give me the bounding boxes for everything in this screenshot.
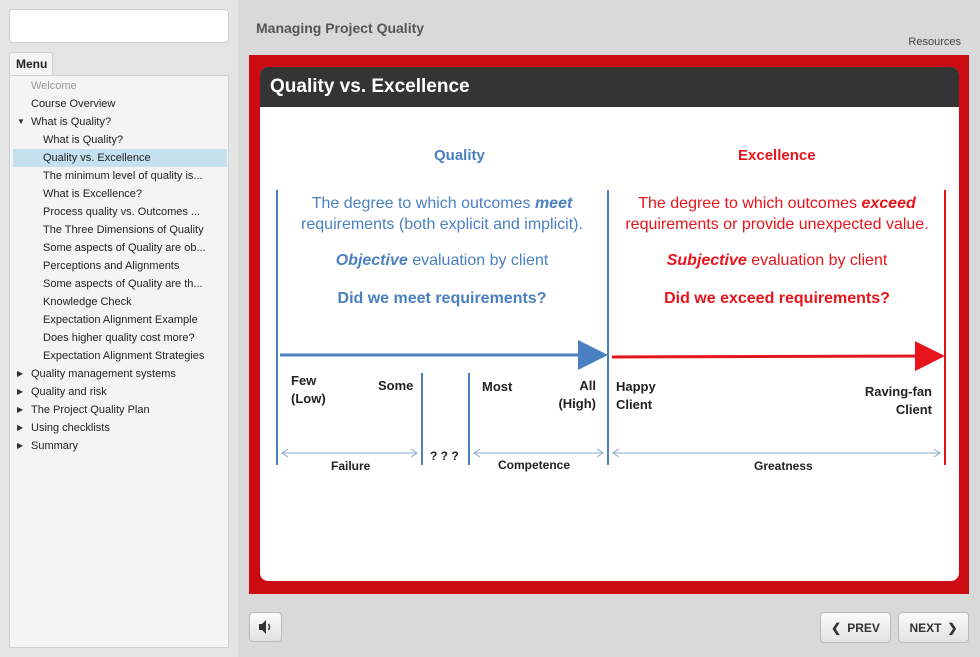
menu-item-what-is-quality[interactable]: What is Quality? <box>43 134 124 146</box>
scale-high: (High) <box>558 396 596 411</box>
scale-happy-client <box>616 378 656 414</box>
scale-raving-fan-client <box>840 383 932 419</box>
scale-client: Client <box>895 402 932 417</box>
menu-item-what-is-excellence[interactable]: What is Excellence? <box>43 188 143 200</box>
prev-button[interactable] <box>820 612 891 643</box>
menu-item-course-overview[interactable]: Course Overview <box>31 98 116 110</box>
excellence-def-text-2: requirements or provide unexpected value. <box>625 216 929 233</box>
menu-item-higher-quality-cost[interactable]: Does higher quality cost more? <box>43 332 195 344</box>
scale-low: (Low) <box>291 391 326 406</box>
quality-question: Did we meet requirements? <box>337 290 547 307</box>
next-button[interactable] <box>898 612 969 643</box>
quality-evaluation <box>278 250 606 271</box>
menu-item-checklists[interactable] <box>13 419 227 437</box>
menu-item-summary[interactable] <box>13 437 227 455</box>
audio-button[interactable] <box>249 612 282 642</box>
slide-stage <box>249 55 969 594</box>
collapsed-arrow-icon: ▶ <box>17 369 24 378</box>
menu-item-quality-and-risk[interactable] <box>13 383 227 401</box>
collapsed-arrow-icon: ▶ <box>17 441 24 450</box>
excellence-eval-text: evaluation by client <box>746 252 888 269</box>
prev-label: PREV <box>847 620 880 635</box>
quality-heading: Quality <box>434 147 485 164</box>
menu-item-welcome[interactable]: Welcome <box>31 80 77 92</box>
menu-item-label: Quality management systems <box>31 368 176 380</box>
menu-item-alignment-example[interactable]: Expectation Alignment Example <box>43 314 198 326</box>
excellence-heading: Excellence <box>738 147 816 164</box>
scale-most: Most <box>482 379 513 394</box>
search-box[interactable] <box>9 9 229 43</box>
excellence-question: Did we exceed requirements? <box>664 290 890 307</box>
scale-raving-fan: Raving-fan <box>864 384 932 399</box>
excellence-arrow <box>612 356 939 357</box>
menu-item-aspects-objective[interactable]: Some aspects of Quality are ob... <box>43 242 206 254</box>
excellence-def-text: The degree to which outcomes <box>638 195 862 212</box>
excellence-evaluation <box>610 250 944 271</box>
menu-tab[interactable]: Menu <box>9 52 53 76</box>
slide-title: Quality vs. Excellence <box>270 76 470 97</box>
excellence-def-emphasis: exceed <box>861 195 916 212</box>
label-unknown: ? ? ? <box>430 449 459 463</box>
menu-item-minimum-level[interactable]: The minimum level of quality is... <box>43 170 203 182</box>
quality-definition <box>278 193 606 235</box>
quality-def-text: The degree to which outcomes <box>311 195 535 212</box>
scale-few-low <box>291 372 326 408</box>
next-label: NEXT <box>909 620 942 635</box>
menu-item-label: Summary <box>31 440 79 452</box>
chevron-right-icon: ❯ <box>947 620 958 635</box>
label-failure: Failure <box>331 459 371 473</box>
quality-eval-text: evaluation by client <box>407 252 549 269</box>
expanded-arrow-icon: ▼ <box>17 117 25 126</box>
label-competence: Competence <box>498 458 571 472</box>
menu-item-alignment-strategies[interactable]: Expectation Alignment Strategies <box>43 350 205 362</box>
scale-client: Client <box>616 397 653 412</box>
menu-item-aspects-subjective[interactable]: Some aspects of Quality are th... <box>43 278 203 290</box>
scale-happy: Happy <box>616 379 656 394</box>
scale-all: All <box>579 378 596 393</box>
resources-link[interactable]: Resources <box>908 36 961 48</box>
excellence-eval-emphasis: Subjective <box>666 252 747 269</box>
menu-item-label: The Project Quality Plan <box>31 404 150 416</box>
menu-item-label: Quality and risk <box>31 386 107 398</box>
scale-some: Some <box>378 378 414 393</box>
collapsed-arrow-icon: ▶ <box>17 387 24 396</box>
menu-item-label: What is Quality? <box>31 116 112 128</box>
menu-item-three-dimensions[interactable]: The Three Dimensions of Quality <box>43 224 204 236</box>
course-title: Managing Project Quality <box>256 20 425 36</box>
excellence-definition <box>610 193 944 235</box>
quality-def-text-2: requirements (both explicit and implicit). <box>301 216 583 233</box>
scale-all-high <box>554 377 596 413</box>
scale-few: Few <box>291 373 317 388</box>
sidebar <box>0 0 238 657</box>
label-greatness: Greatness <box>754 459 813 473</box>
speaker-icon <box>250 613 281 641</box>
menu-item-quality-vs-excellence[interactable]: Quality vs. Excellence <box>13 149 227 167</box>
chevron-left-icon: ❮ <box>831 620 842 635</box>
collapsed-arrow-icon: ▶ <box>17 405 24 414</box>
menu-item-quality-plan[interactable] <box>13 401 227 419</box>
menu-item-label: Using checklists <box>31 422 110 434</box>
menu-item-knowledge-check[interactable]: Knowledge Check <box>43 296 132 308</box>
menu-item-quality-management[interactable] <box>13 365 227 383</box>
menu-item-perceptions[interactable]: Perceptions and Alignments <box>43 260 180 272</box>
collapsed-arrow-icon: ▶ <box>17 423 24 432</box>
menu-item-what-is-quality-section[interactable] <box>13 113 227 131</box>
diagram-lines <box>260 67 959 581</box>
menu-panel <box>9 75 229 648</box>
menu-item-process-quality[interactable]: Process quality vs. Outcomes ... <box>43 206 201 218</box>
slide-content <box>260 67 959 581</box>
quality-def-emphasis: meet <box>534 195 573 212</box>
quality-eval-emphasis: Objective <box>335 252 408 269</box>
